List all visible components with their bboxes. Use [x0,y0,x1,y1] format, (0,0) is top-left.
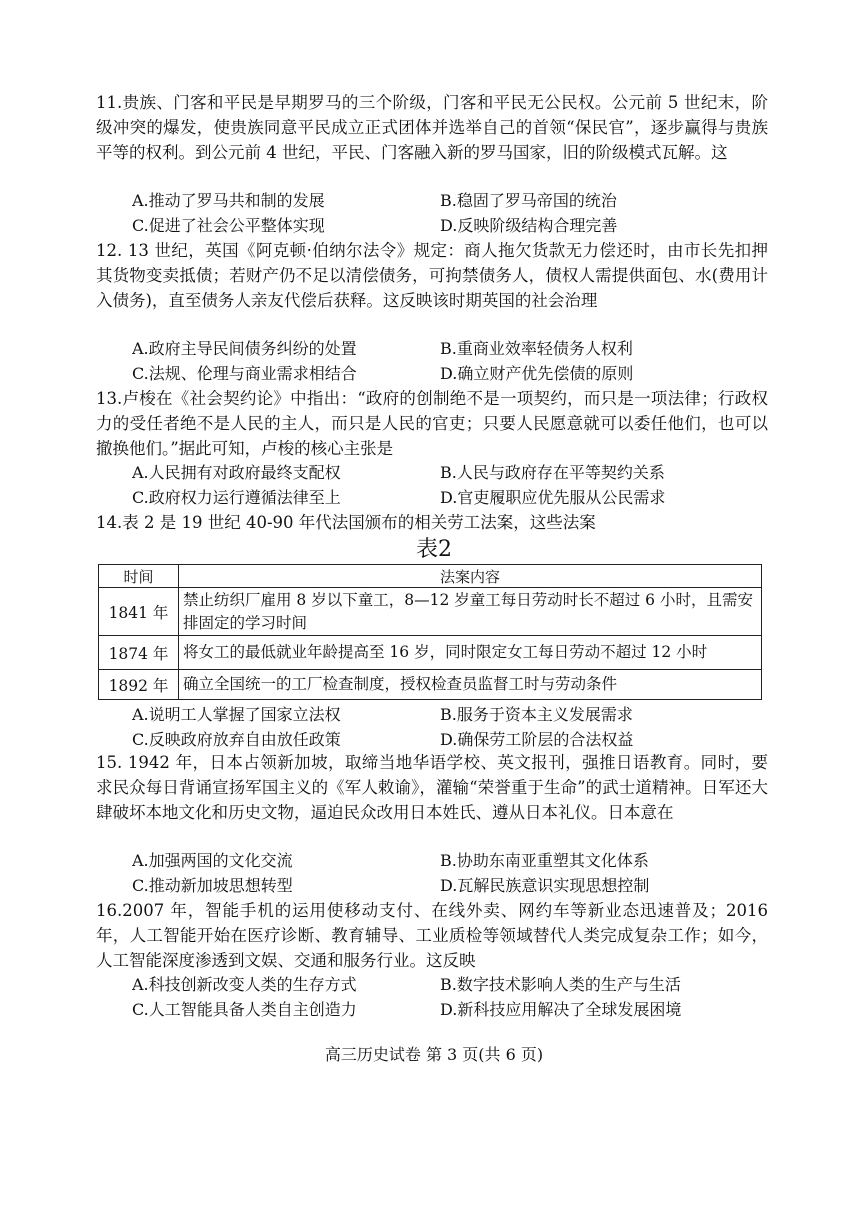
question-15-option-b: B.协助东南亚重塑其文化体系 [440,851,649,870]
question-15-option-d: D.瓦解民族意识实现思想控制 [440,876,650,895]
question-12-options [132,336,772,386]
question-14-stem: 14.表 2 是 19 世纪 40-90 年代法国颁布的相关劳工法案，这些法案 [96,513,596,532]
question-13-option-a: A.人民拥有对政府最终支配权 [132,463,341,482]
question-13-option-c: C.政府权力运行遵循法律至上 [132,488,341,507]
question-14-options [132,702,772,752]
table-header-time: 时间 [99,565,179,588]
question-11-option-d: D.反映阶级结构合理完善 [440,216,618,235]
question-12-stem: 12. 13 世纪，英国《阿克顿·伯纳尔法令》规定：商人拖欠货款无力偿还时，由市长先扣押其货物变卖抵债；若财产仍不足以清偿债务，可拘禁债务人，债权人需提供面包、水(费用计入债务)，直至债务人亲友代偿后获释。这反映该时期英国的社会治理 [96,241,768,310]
table-cell-year: 1874 年 [99,636,179,670]
law-table [98,564,762,700]
table-row [99,588,762,636]
table-header-row [99,565,762,588]
question-16-option-d: D.新科技应用解决了全球发展困境 [440,1000,682,1019]
question-16-option-b: B.数字技术影响人类的生产与生活 [440,975,681,994]
question-13-option-b: B.人民与政府存在平等契约关系 [440,463,665,482]
table-cell-year: 1892 年 [99,670,179,700]
question-15-options [132,848,772,898]
question-15-stem: 15. 1942 年，日本占领新加坡，取缔当地华语学校、英文报刊，强推日语教育。同时，要求民众每日背诵宣扬军国主义的《军人敕谕》，灌输“荣誉重于生命”的武士道精神。日军还大肆破坏本地文化和历史文物，逼迫民众改用日本姓氏、遵从日本礼仪。日本意在 [96,753,768,822]
question-16-option-a: A.科技创新改变人类的生存方式 [132,975,357,994]
table-row [99,670,762,700]
table-cell-content: 确立全国统一的工厂检查制度，授权检查员监督工时与劳动条件 [179,670,762,700]
question-12-option-a: A.政府主导民间债务纠纷的处置 [132,339,357,358]
question-16-options [132,972,772,1022]
question-15-option-a: A.加强两国的文化交流 [132,851,293,870]
question-12-option-c: C.法规、伦理与商业需求相结合 [132,364,357,383]
table-cell-year: 1841 年 [99,588,179,636]
question-12-option-d: D.确立财产优先偿债的原则 [440,364,634,383]
table-row [99,636,762,670]
question-11-stem: 11.贵族、门客和平民是早期罗马的三个阶级，门客和平民无公民权。公元前 5 世纪末，阶级冲突的爆发，使贵族同意平民成立正式团体并选举自己的首领“保民官”，逐步赢得与贵族平等的权利。到公元前 4 世纪，平民、门客融入新的罗马国家，旧的阶级模式瓦解。这 [96,93,768,162]
question-11-options [132,188,772,238]
question-14-option-c: C.反映政府放弃自由放任政策 [132,730,341,749]
question-16-stem: 16.2007 年，智能手机的运用使移动支付、在线外卖、网约车等新业态迅速普及；2016 年，人工智能开始在医疗诊断、教育辅导、工业质检等领域替代人类完成复杂工作；如今，人工智能深度渗透到文娱、交通和服务行业。这反映 [96,901,768,970]
table-title: 表2 [416,537,452,562]
question-13-options [132,460,772,510]
question-15-option-c: C.推动新加坡思想转型 [132,876,293,895]
question-13-option-d: D.官吏履职应优先服从公民需求 [440,488,666,507]
question-14-option-b: B.服务于资本主义发展需求 [440,705,633,724]
question-13-stem: 13.卢梭在《社会契约论》中指出：“政府的创制绝不是一项契约，而只是一项法律；行政权力的受任者绝不是人民的主人，而只是人民的官吏；只要人民愿意就可以委任他们，也可以撤换他们。”据此可知，卢梭的核心主张是 [96,389,768,458]
table-cell-content: 禁止纺织厂雇用 8 岁以下童工，8—12 岁童工每日劳动时长不超过 6 小时，且需安排固定的学习时间 [179,588,762,636]
question-12-option-b: B.重商业效率轻债务人权利 [440,339,633,358]
question-14-option-a: A.说明工人掌握了国家立法权 [132,705,341,724]
page-footer: 高三历史试卷 第 3 页(共 6 页) [324,1045,544,1064]
table-header-content: 法案内容 [179,565,762,588]
question-11-option-c: C.促进了社会公平整体实现 [132,216,325,235]
question-11-option-a: A.推动了罗马共和制的发展 [132,191,325,210]
question-16-option-c: C.人工智能具备人类自主创造力 [132,1000,357,1019]
question-14-option-d: D.确保劳工阶层的合法权益 [440,730,634,749]
question-11-option-b: B.稳固了罗马帝国的统治 [440,191,617,210]
table-cell-content: 将女工的最低就业年龄提高至 16 岁，同时限定女工每日劳动不超过 12 小时 [179,636,762,670]
